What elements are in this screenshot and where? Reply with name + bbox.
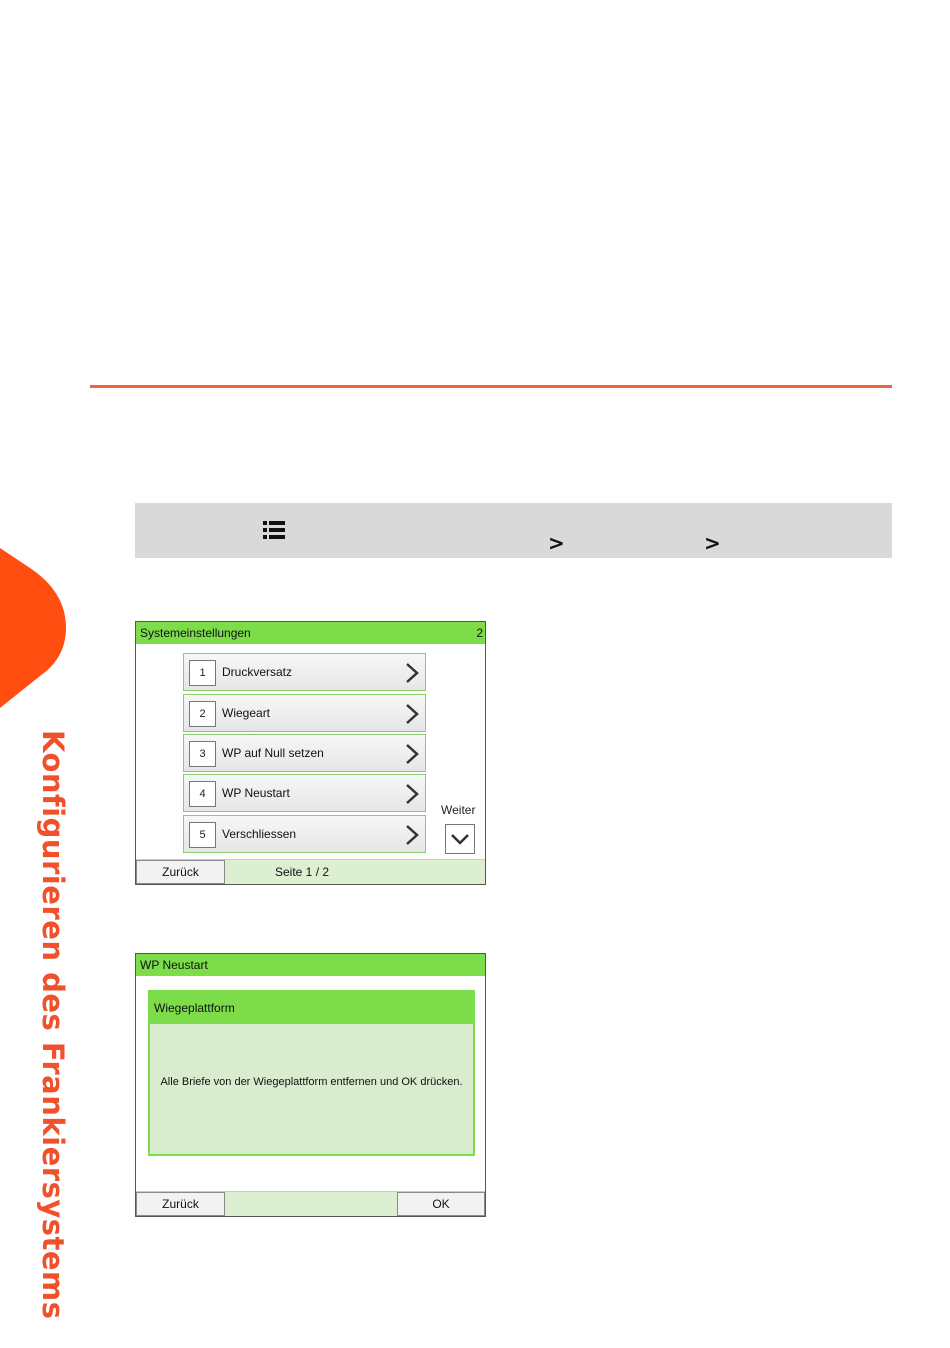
screen-title-bar	[136, 954, 485, 976]
list-menu-icon	[263, 519, 285, 541]
dialog-title: Wiegeplattform	[150, 992, 473, 1024]
menu-item-label: Druckversatz	[222, 665, 293, 679]
menu-item-wp-auf-null[interactable]	[183, 734, 426, 772]
ok-button[interactable]: OK	[397, 1192, 485, 1216]
back-button[interactable]: Zurück	[136, 860, 225, 884]
wp-restart-screen	[135, 953, 486, 1217]
menu-item-label: WP auf Null setzen	[222, 746, 324, 760]
next-page-button[interactable]	[445, 824, 475, 854]
chevron-right-icon	[405, 662, 419, 684]
menu-item-number: 5	[189, 822, 216, 848]
screen-title-number: 2	[476, 626, 483, 640]
path-separator: >	[548, 531, 565, 555]
menu-item-druckversatz[interactable]	[183, 653, 426, 691]
menu-path-bar	[135, 503, 892, 558]
dialog-message: Alle Briefe von der Wiegeplattform entfernen und OK drücken.	[160, 1076, 463, 1088]
menu-item-label: WP Neustart	[222, 786, 290, 800]
screen-title: Systemeinstellungen	[140, 626, 251, 640]
page-indicator: Seite 1 / 2	[275, 865, 330, 879]
chevron-right-icon	[405, 824, 419, 846]
system-settings-screen	[135, 621, 486, 885]
screen-bottom-bar	[136, 1191, 485, 1216]
screen-title-bar	[136, 622, 485, 644]
chevron-right-icon	[405, 783, 419, 805]
screen-title: WP Neustart	[140, 958, 208, 972]
chevron-down-icon	[446, 825, 474, 853]
chevron-right-icon	[405, 743, 419, 765]
section-divider	[90, 385, 892, 388]
chevron-right-icon	[405, 703, 419, 725]
menu-item-number: 3	[189, 741, 216, 767]
message-dialog	[148, 990, 475, 1156]
chapter-tab	[0, 548, 66, 708]
menu-item-wp-neustart[interactable]	[183, 774, 426, 812]
menu-item-number: 1	[189, 660, 216, 686]
menu-item-label: Verschliessen	[222, 827, 297, 841]
back-button[interactable]: Zurück	[136, 1192, 225, 1216]
screen-bottom-bar	[136, 859, 485, 884]
menu-item-wiegeart[interactable]	[183, 694, 426, 732]
path-separator: >	[704, 531, 721, 555]
menu-item-verschliessen[interactable]	[183, 815, 426, 853]
next-label: Weiter	[441, 803, 476, 817]
menu-item-label: Wiegeart	[222, 706, 271, 720]
chapter-title: Konfigurieren des Frankiersystems	[36, 730, 70, 1320]
menu-item-number: 4	[189, 781, 216, 807]
menu-item-number: 2	[189, 701, 216, 727]
